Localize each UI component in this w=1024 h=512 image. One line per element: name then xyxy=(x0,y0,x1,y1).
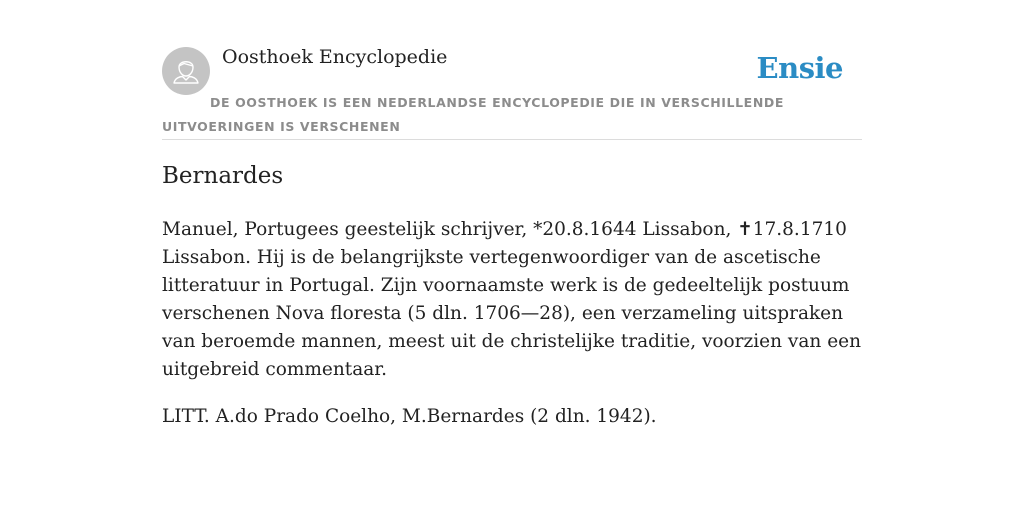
avatar[interactable] xyxy=(162,47,210,95)
article-page xyxy=(162,0,862,427)
article-paragraph: Manuel, Portugees geestelijk schrijver, *20.8.1644 Lissabon, ✝17.8.1710 Lissabon. Hij is de belangrijkste vertegenwoordiger van de ascetische litteratuur in Portugal. Zijn voornaamste werk is de gedeeltelijk postuum verschenen Nova floresta (5 dln. 1706—28), een verzameling uitspraken van beroemde mannen, meest uit de christelijke traditie, voorzien van een uitgebreid commentaar. xyxy=(162,219,862,380)
source-header xyxy=(162,0,862,140)
source-title[interactable]: Oosthoek Encyclopedie xyxy=(222,46,448,68)
source-description: DE OOSTHOEK IS EEN NEDERLANDSE ENCYCLOPEDIE DIE IN VERSCHILLENDE UITVOERINGEN IS VERSCHENEN xyxy=(162,95,784,134)
user-icon xyxy=(162,47,210,95)
article-body xyxy=(162,216,862,450)
article-literature: LITT. A.do Prado Coelho, M.Bernardes (2 dln. 1942). xyxy=(162,406,657,427)
brand-logo[interactable]: Ensie xyxy=(756,51,843,85)
article-title: Bernardes xyxy=(162,163,284,189)
